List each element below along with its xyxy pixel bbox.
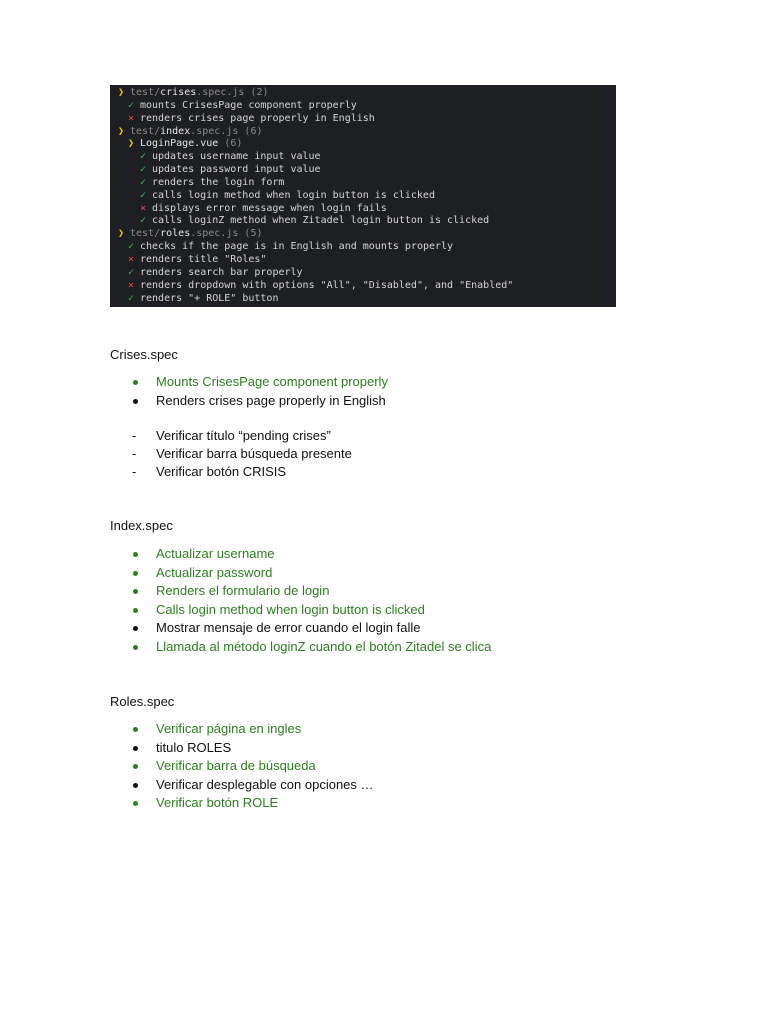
list-item-text: Verificar desplegable con opciones …: [156, 776, 374, 792]
list-item: [132, 794, 374, 813]
check-icon: ✓: [140, 164, 147, 176]
test-name: renders dropdown with options "All", "Disabled", and "Enabled": [140, 279, 514, 291]
test-name: mounts CrisesPage component properly: [140, 99, 357, 111]
terminal-line: [118, 177, 616, 190]
bullet-icon: [133, 589, 138, 594]
test-name: updates password input value: [152, 164, 321, 176]
list-item: [132, 392, 388, 411]
test-name: calls loginZ method when Zitadel login button is clicked: [152, 215, 490, 227]
terminal-line: [118, 126, 616, 139]
terminal-line: [118, 138, 616, 151]
list-item: [132, 776, 374, 795]
list-item-text: Actualizar password: [156, 564, 273, 580]
list-item: [132, 739, 374, 758]
check-icon: ✓: [140, 215, 147, 227]
list-item: [132, 601, 491, 620]
list-item-text: Actualizar username: [156, 546, 275, 561]
suite-name: index: [160, 125, 191, 137]
chevron-right-icon: ❯: [128, 138, 135, 150]
bullet-icon: [133, 552, 138, 557]
index-bullet-list: [132, 545, 491, 656]
bullet-icon: [133, 380, 138, 385]
terminal-line: [118, 228, 616, 241]
terminal-line: [118, 203, 616, 216]
list-item-text: Calls login method when login button is clicked: [156, 601, 425, 617]
chevron-right-icon: ❯: [118, 87, 125, 98]
check-icon: ✓: [128, 241, 135, 253]
dash-marker: -: [132, 464, 137, 479]
chevron-right-icon: ❯: [118, 228, 125, 240]
terminal-line: [118, 151, 616, 164]
terminal-line: [118, 190, 616, 203]
chevron-right-icon: ❯: [118, 125, 125, 137]
cross-icon: ×: [128, 253, 135, 265]
suite-path-prefix: test/: [130, 228, 161, 240]
list-item-text: Mostrar mensaje de error cuando el login falle: [156, 620, 421, 635]
list-item-text: Renders crises page properly in English: [156, 392, 386, 408]
bullet-icon: [133, 399, 138, 404]
check-icon: ✓: [128, 292, 135, 304]
cross-icon: ×: [128, 112, 135, 124]
terminal-line: [118, 215, 616, 228]
terminal-line: [118, 293, 616, 306]
bullet-icon: [133, 626, 138, 631]
list-item-text: Llamada al método loginZ cuando el botón Zitadel se clica: [156, 638, 492, 654]
test-name: calls login method when login button is clicked: [152, 189, 435, 201]
cross-icon: ×: [128, 279, 135, 291]
roles-section-title: Roles.spec: [110, 694, 175, 709]
list-item: [132, 373, 388, 392]
bullet-icon: [133, 645, 138, 650]
bullet-icon: [133, 801, 138, 806]
todo-item-text: Verificar título “pending crises”: [156, 428, 331, 443]
roles-bullet-list: [132, 720, 374, 813]
list-item-text: Mounts CrisesPage component properly: [156, 374, 388, 389]
crises-todo-list: [132, 427, 352, 481]
suite-name: LoginPage.vue: [140, 138, 219, 150]
index-section-title: Index.spec: [110, 518, 173, 533]
list-item-text: Verificar barra de búsqueda: [156, 758, 316, 773]
suite-path-suffix: .spec.js: [196, 87, 245, 98]
dash-marker: -: [132, 446, 137, 461]
dash-marker: -: [132, 428, 137, 443]
list-item: [132, 582, 491, 601]
suite-name: crises: [160, 87, 197, 98]
suite-name: roles: [160, 228, 191, 240]
test-output-screenshot: [110, 85, 616, 307]
test-name: displays error message when login fails: [152, 202, 387, 214]
list-item: [132, 564, 491, 583]
suite-path-suffix: .spec.js: [190, 228, 239, 240]
test-name: updates username input value: [152, 151, 321, 163]
suite-path-prefix: test/: [130, 125, 161, 137]
list-item-text: titulo ROLES: [156, 739, 232, 755]
test-name: renders crises page properly in English: [140, 112, 375, 124]
terminal-line: [118, 267, 616, 280]
suite-path-suffix: .spec.js: [190, 125, 239, 137]
test-name: renders title "Roles": [140, 253, 267, 265]
suite-test-count: (6): [224, 138, 243, 150]
check-icon: ✓: [140, 151, 147, 163]
check-icon: ✓: [128, 99, 135, 111]
list-item: [132, 619, 491, 638]
list-item: [132, 720, 374, 739]
bullet-icon: [133, 571, 138, 576]
list-item: [132, 545, 491, 564]
suite-test-count: (5): [244, 228, 263, 240]
suite-test-count: (2): [250, 87, 269, 98]
bullet-icon: [133, 764, 138, 769]
test-name: renders search bar properly: [140, 266, 303, 278]
todo-item: [132, 463, 352, 481]
terminal-line: [118, 254, 616, 267]
suite-path-prefix: test/: [130, 87, 161, 98]
todo-item: [132, 427, 352, 445]
list-item: [132, 638, 491, 657]
list-item-text: Verificar página en ingles: [156, 721, 302, 736]
crises-section-title: Crises.spec: [110, 347, 178, 362]
bullet-icon: [133, 727, 138, 732]
terminal-line: [118, 280, 616, 293]
check-icon: ✓: [128, 266, 135, 278]
terminal-line: [118, 113, 616, 126]
terminal-line: [118, 87, 616, 100]
todo-item-text: Verificar barra búsqueda presente: [156, 446, 352, 461]
list-item: [132, 757, 374, 776]
terminal-line: [118, 164, 616, 177]
terminal-line: [118, 241, 616, 254]
suite-test-count: (6): [244, 125, 263, 137]
check-icon: ✓: [140, 189, 147, 201]
test-name: checks if the page is in English and mounts properly: [140, 241, 454, 253]
bullet-icon: [133, 746, 138, 751]
list-item-text: Verificar botón ROLE: [156, 795, 279, 810]
bullet-icon: [133, 608, 138, 613]
todo-item: [132, 445, 352, 463]
bullet-icon: [133, 783, 138, 788]
test-name: renders the login form: [152, 176, 285, 188]
list-item-text: Renders el formulario de login: [156, 583, 330, 598]
cross-icon: ×: [140, 202, 147, 214]
check-icon: ✓: [140, 176, 147, 188]
todo-item-text: Verificar botón CRISIS: [156, 464, 287, 479]
terminal-line: [118, 100, 616, 113]
crises-bullet-list: [132, 373, 388, 410]
test-name: renders "+ ROLE" button: [140, 292, 279, 304]
